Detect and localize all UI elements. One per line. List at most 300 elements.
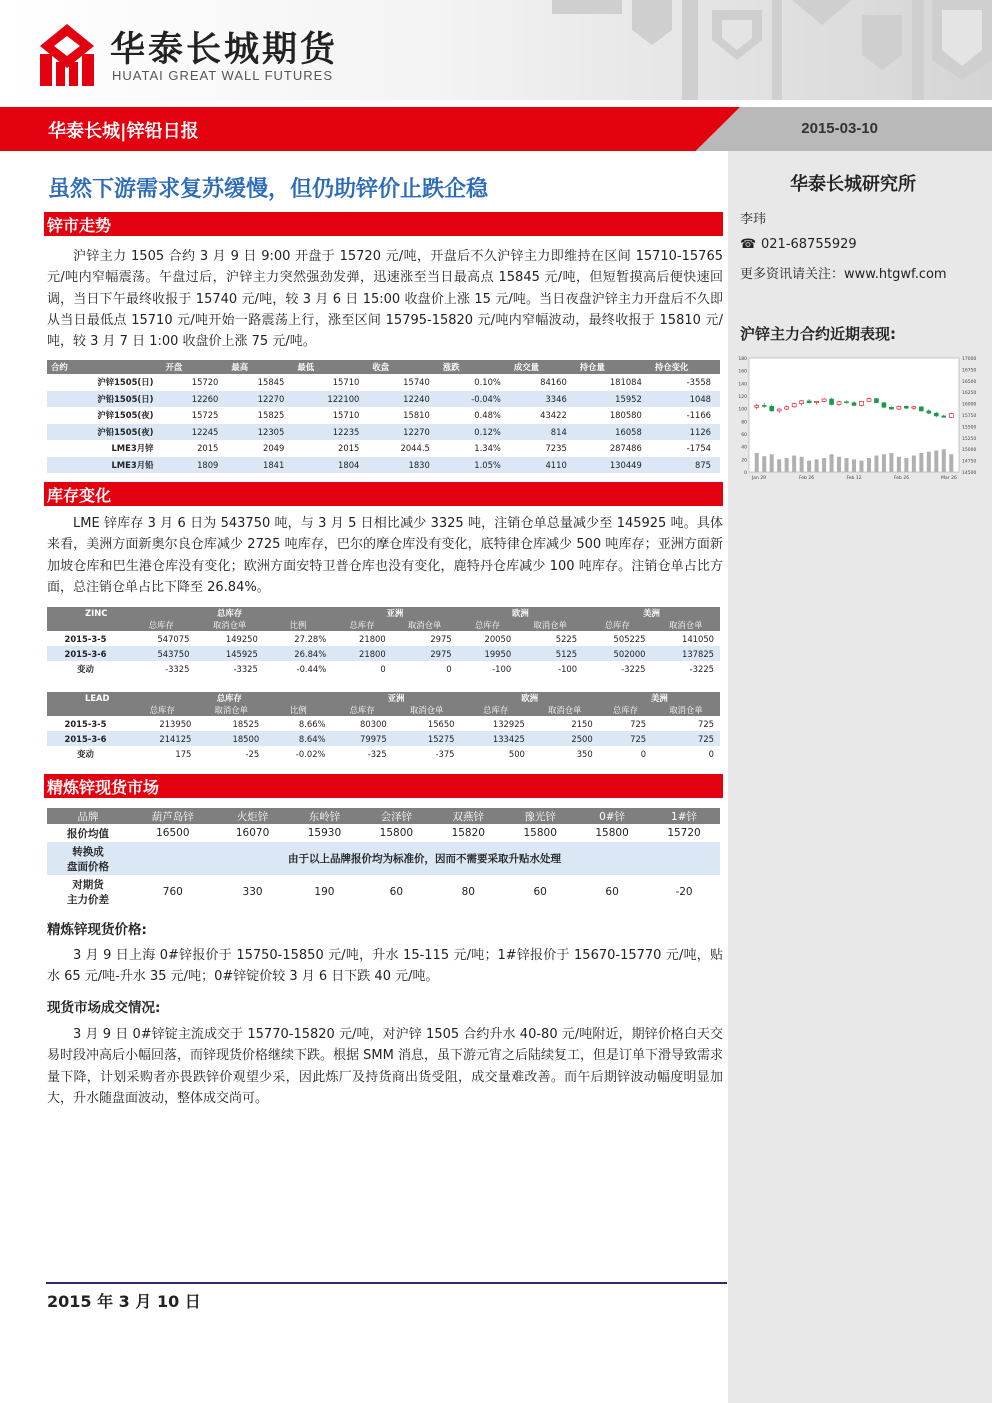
brand-name-cn: 华泰长城期货	[110, 30, 339, 70]
table-cell: 60	[389, 886, 404, 898]
table-header-cell: 总库存	[461, 704, 531, 716]
row-label: 沪铅1505(日)	[47, 391, 161, 408]
table-cell: 0.12%	[439, 424, 510, 441]
x-tick: Feb 26	[798, 476, 815, 481]
table-cell: 15740	[368, 374, 438, 391]
table-header-cell: 持仓量	[576, 360, 651, 374]
table-cell: 8.66%	[298, 718, 326, 729]
table-cell: 0	[708, 748, 714, 759]
y-right-tick: 14750	[962, 459, 977, 465]
table-row	[47, 746, 720, 761]
table-header-cell: 成交量	[510, 360, 576, 374]
group-header: 美洲	[599, 692, 720, 704]
lead-inventory-table	[47, 692, 720, 761]
table-header-cell: 涨跌	[439, 360, 510, 374]
table-cell: 12270	[368, 424, 438, 441]
candle-body	[845, 402, 849, 403]
table-cell: 18525	[232, 718, 260, 729]
table-header-cell: 收盘	[368, 360, 438, 374]
table-cell: 214125	[127, 731, 197, 746]
table-cell: 543750	[127, 646, 195, 661]
headline: 虽然下游需求复苏缓慢，但仍助锌价止跌企稳	[48, 177, 489, 202]
row-label: LME3月锌	[47, 440, 161, 457]
volume-bar	[942, 449, 946, 472]
table-header-cell: 取消仓单	[652, 704, 720, 716]
candle-body	[815, 401, 819, 402]
table-cell: 4110	[510, 457, 576, 474]
spot-diff-row	[47, 875, 720, 909]
table-cell: 814	[510, 424, 576, 441]
group-header: 亚洲	[332, 607, 457, 619]
phone-icon: ☎	[740, 237, 757, 252]
volume-bar	[785, 458, 789, 472]
table-cell: 12235	[293, 424, 368, 441]
table-cell: 12305	[227, 424, 293, 441]
report-title: 华泰长城|锌铅日报	[48, 121, 199, 142]
y-right-tick: 15500	[962, 425, 977, 431]
table-cell: 15930	[307, 827, 342, 839]
table-cell: -25	[245, 748, 260, 759]
table-cell: 16500	[156, 827, 190, 839]
y-left-tick: 160	[738, 369, 747, 375]
volume-bar	[882, 454, 886, 472]
page-header	[0, 0, 992, 100]
spot-avg-row	[47, 824, 720, 842]
y-right-tick: 17000	[962, 357, 977, 362]
inventory-paragraph	[47, 513, 723, 598]
table-header-cell: 开盘	[161, 360, 227, 374]
table-cell: 18500	[197, 731, 265, 746]
table-cell: 502000	[583, 646, 651, 661]
spot-price-table	[47, 808, 720, 909]
candle-body	[904, 406, 908, 408]
spot-price-paragraph	[47, 945, 723, 988]
volume-bar	[859, 461, 863, 472]
table-cell: 137825	[652, 646, 720, 661]
section-title: 库存变化	[47, 486, 112, 505]
row-label: 2015-3-5	[64, 633, 107, 644]
table-cell: 0	[380, 663, 386, 674]
candle-body	[830, 399, 834, 404]
volume-bar	[919, 453, 923, 472]
table-header-cell	[47, 619, 127, 631]
institute-name: 华泰长城研究所	[790, 174, 916, 195]
table-cell: -1754	[651, 440, 720, 457]
volume-bar	[837, 457, 841, 472]
table-cell: 15952	[576, 391, 651, 408]
table-header-cell: 总库存	[127, 619, 195, 631]
table-cell: 760	[162, 886, 183, 898]
table-cell: 16070	[235, 827, 270, 839]
table-cell: -100	[558, 663, 578, 674]
table-cell: 15825	[227, 407, 293, 424]
table-cell: 15800	[595, 827, 629, 839]
volume-bar	[755, 453, 759, 472]
table-cell: 1.05%	[439, 457, 510, 474]
y-left-tick: 80	[741, 420, 747, 426]
volume-bar	[792, 456, 796, 472]
volume-bar	[762, 456, 766, 472]
table-cell: 2975	[392, 646, 458, 661]
table-cell: 27.28%	[294, 633, 327, 644]
inv-group-header	[47, 607, 720, 619]
candle-body	[762, 405, 766, 406]
table-cell: 15710	[293, 407, 368, 424]
table-cell: 15710	[293, 374, 368, 391]
inv-sub-header	[47, 619, 720, 631]
market-table-header	[47, 360, 720, 374]
table-cell: 181084	[576, 374, 651, 391]
spot-market-heading: 现货市场成交情况:	[47, 1000, 161, 1016]
volume-bar	[912, 456, 916, 472]
spot-header-row	[47, 808, 720, 824]
table-cell: 15800	[523, 827, 557, 839]
table-cell: 149250	[225, 633, 258, 644]
table-cell: 26.84%	[264, 646, 332, 661]
y-right-tick: 16000	[962, 402, 977, 408]
table-cell: 60	[605, 886, 619, 898]
volume-bar	[845, 458, 849, 472]
table-header-cell: 最高	[227, 360, 293, 374]
row-label: 沪铅1505(夜)	[47, 424, 161, 441]
table-cell: 175	[175, 748, 192, 759]
row-label: 变动	[77, 748, 94, 759]
table-cell: 21800	[359, 633, 386, 644]
y-left-tick: 120	[738, 395, 747, 400]
candle-body	[949, 414, 953, 418]
table-header-cell: 合约	[47, 360, 161, 374]
table-cell: 8.64%	[265, 731, 331, 746]
inventory-text: LME 锌库存 3 月 6 日为 543750 吨，与 3 月 5 日相比减少 3325 吨，注销仓单总量减少至 145925 吨。具体来看，美洲方面新奥尔良仓库减少 2725 吨库存，巴尔的摩仓库没有变化，底特律仓库减少 500 吨库存；亚洲方面新加坡仓库和巴生港仓库没有变化；欧洲方面安特卫普仓库也没有变化，鹿特丹仓库减少 100 吨库存。注销仓单占比方面，总注销仓单占比下降至 26.84%。	[47, 516, 723, 595]
y-left-tick: 0	[744, 471, 747, 476]
table-cell: 2500	[531, 731, 599, 746]
y-right-tick: 15750	[962, 414, 977, 419]
candle-body	[822, 399, 826, 401]
table-header-cell: 取消仓单	[195, 619, 263, 631]
volume-bar	[770, 454, 774, 472]
phone-number: 021-68755929	[761, 237, 857, 252]
table-cell: 2015	[293, 440, 368, 457]
table-cell: -375	[435, 748, 455, 759]
y-left-tick: 60	[741, 433, 747, 438]
footer-divider	[46, 1282, 727, 1284]
candlestick-chart	[733, 352, 988, 484]
table-cell: -20	[675, 886, 693, 898]
trend-paragraph	[47, 246, 723, 352]
table-cell: 15725	[161, 407, 227, 424]
table-header-cell: 总库存	[583, 619, 651, 631]
candle-body	[837, 402, 841, 405]
table-cell: 350	[576, 748, 593, 759]
table-row	[47, 407, 720, 424]
row-label: 沪锌1505(日)	[47, 374, 161, 391]
table-header-cell: 双燕锌	[432, 808, 504, 824]
row-label	[47, 875, 129, 909]
table-header-cell: 品牌	[47, 808, 129, 824]
group-header: 美洲	[583, 607, 720, 619]
volume-bar	[904, 458, 908, 472]
candle-body	[889, 407, 893, 409]
y-right-tick: 16750	[962, 368, 977, 374]
table-row	[47, 424, 720, 441]
table-header-cell: 比例	[264, 619, 332, 631]
row-label: 沪锌1505(夜)	[47, 407, 161, 424]
table-cell: 5225	[555, 633, 578, 644]
volume-bar	[852, 459, 856, 472]
y-right-tick: 16250	[962, 391, 977, 397]
inv-sub-header	[47, 704, 720, 716]
volume-bar	[934, 450, 938, 472]
spot-market-text: 3 月 9 日 0#锌锭主流成交于 15770-15820 元/吨，对沪锌 1505 合约升水 40-80 元/吨附近，期锌价格白天交易时段冲高后小幅回落，而锌现货价格继续下跌。根据 SMM 消息，虽下游元宵之后陆续复工，但是订单下滑导致需求量下降，计划采购者亦畏跌锌价观望少采，因此炼厂及持货商出货受阻，成交量难改善。而午后期锌波动幅度明显加大，升水随盘面波动，整体成交尚可。	[47, 1027, 723, 1106]
volume-bar	[822, 458, 826, 472]
table-cell: 43422	[510, 407, 576, 424]
candle-body	[859, 401, 863, 405]
chart-title: 沪锌主力合约近期表现:	[740, 325, 896, 343]
candle-body	[800, 401, 804, 404]
table-cell: 2975	[430, 633, 452, 644]
table-cell: 79975	[332, 731, 393, 746]
y-left-tick: 180	[738, 357, 747, 362]
row-label: 2015-3-6	[47, 731, 127, 746]
table-header-cell: 取消仓单	[517, 619, 583, 631]
table-cell: 21800	[332, 646, 392, 661]
table-header-cell: 取消仓单	[652, 619, 720, 631]
table-row	[47, 374, 720, 391]
table-cell: -0.02%	[295, 748, 326, 759]
table-cell: 15275	[393, 731, 461, 746]
section-spot	[44, 774, 723, 798]
row-label: 报价均值	[67, 827, 109, 840]
table-cell: -3325	[165, 663, 190, 674]
table-header-cell: 取消仓单	[393, 704, 461, 716]
huatai-logo	[40, 24, 94, 86]
table-cell: 145925	[195, 646, 263, 661]
table-cell: 330	[242, 886, 263, 898]
table-cell: 15800	[379, 827, 414, 839]
table-cell: 1830	[368, 457, 438, 474]
market-table	[47, 360, 720, 474]
y-left-tick: 100	[738, 407, 747, 413]
table-cell: 725	[698, 718, 714, 729]
table-cell: 505225	[613, 633, 646, 644]
metal-name: ZINC	[47, 607, 127, 619]
title-band	[0, 107, 992, 151]
table-header-cell: 会泽锌	[360, 808, 432, 824]
table-cell: 1126	[651, 424, 720, 441]
table-cell: 122100	[293, 391, 368, 408]
table-header-cell: 东岭锌	[289, 808, 361, 824]
table-cell: 15810	[368, 407, 438, 424]
table-cell: 15720	[667, 827, 701, 839]
volume-bar	[830, 454, 834, 472]
row-label-line: 对期货	[72, 879, 104, 891]
table-header-cell: 豫光锌	[504, 808, 576, 824]
table-cell: -3225	[689, 663, 714, 674]
table-cell: 2049	[227, 440, 293, 457]
y-left-tick: 20	[741, 458, 747, 464]
table-cell: 725	[599, 731, 652, 746]
table-row	[47, 457, 720, 474]
y-left-tick: 140	[738, 382, 747, 388]
y-right-tick: 14500	[962, 471, 977, 476]
brand-name-en: HUATAI GREAT WALL FUTURES	[112, 68, 333, 83]
candle-body	[852, 403, 856, 406]
table-cell: 180580	[576, 407, 651, 424]
table-row	[47, 731, 720, 746]
table-cell: 2015	[161, 440, 227, 457]
section-zinc-trend	[44, 212, 723, 236]
table-row	[47, 631, 720, 646]
table-header-cell: 1#锌	[648, 808, 720, 824]
table-cell: -3325	[233, 663, 258, 674]
group-header: 总库存	[127, 692, 332, 704]
candle-body	[807, 401, 811, 403]
table-header-cell: 葫芦岛锌	[129, 808, 217, 824]
table-cell: 12245	[161, 424, 227, 441]
candle-body	[934, 413, 938, 416]
table-cell: 12260	[161, 391, 227, 408]
table-cell: -325	[367, 748, 387, 759]
row-label: 2015-3-6	[47, 646, 127, 661]
y-left-tick: 40	[741, 445, 747, 451]
spot-conv-row	[47, 842, 720, 875]
table-cell: 1809	[161, 457, 227, 474]
table-header-cell: 取消仓单	[197, 704, 265, 716]
candle-body	[882, 403, 886, 408]
volume-bar	[777, 459, 781, 472]
table-header-cell: 比例	[265, 704, 331, 716]
candle-body	[897, 406, 901, 409]
table-cell: -1166	[651, 407, 720, 424]
candle-body	[942, 416, 946, 417]
table-header-cell: 取消仓单	[392, 619, 458, 631]
y-right-tick: 15250	[962, 436, 977, 442]
table-cell: 12270	[227, 391, 293, 408]
group-header: 欧洲	[458, 607, 583, 619]
table-row	[47, 391, 720, 408]
more-info: 更多资讯请关注：www.htgwf.com	[740, 267, 947, 282]
section-title: 锌市走势	[47, 216, 112, 235]
trend-text: 沪锌主力 1505 合约 3 月 9 日 9:00 开盘于 15720 元/吨，开盘后不久沪锌主力即维持在区间 15710-15765 元/吨内窄幅震荡。午盘过后，沪锌主力突然强劲发弹，迅速涨至当日最高点 15845 元/吨，但短暂摸高后便快速回调，当日下午最终收报于 15740 元/吨，较 3 月 6 日 15:00 收盘价上涨 15 元/吨。当日夜盘沪锌主力开盘后不久即从当日最低点 15710 元/吨开始一路震荡上行，涨至区间 15795-15820 元/吨内窄幅波动，最终收报于 15810 元/吨，较 3 月 7 日 1:00 收盘价上涨 75 元/吨。	[47, 249, 723, 350]
candle-body	[777, 409, 781, 411]
zinc-inventory-table	[47, 607, 720, 676]
table-cell: 133425	[461, 731, 531, 746]
row-label-line: 转换成	[72, 845, 104, 858]
row-label: LME3月铅	[47, 457, 161, 474]
table-row	[47, 716, 720, 731]
section-title: 精炼锌现货市场	[47, 778, 160, 797]
table-cell: -3558	[651, 374, 720, 391]
table-cell: 12240	[368, 391, 438, 408]
table-cell: 7235	[510, 440, 576, 457]
y-right-tick: 15000	[962, 448, 977, 454]
table-cell: 80300	[360, 718, 387, 729]
table-cell: 3346	[510, 391, 576, 408]
table-cell: 15820	[451, 827, 485, 839]
candle-body	[919, 407, 923, 411]
row-label-line: 主力价差	[67, 894, 109, 906]
table-cell: -3225	[621, 663, 646, 674]
table-cell: 287486	[576, 440, 651, 457]
table-cell: 190	[314, 886, 335, 898]
table-cell: 1841	[227, 457, 293, 474]
candle-body	[770, 406, 774, 411]
table-header-cell	[47, 704, 127, 716]
conv-note: 由于以上品牌报价均为标准价，因而不需要采取升贴水处理	[129, 842, 720, 875]
section-inventory	[44, 482, 723, 506]
table-cell: 16058	[576, 424, 651, 441]
candle-body	[927, 411, 931, 413]
table-header-cell: 持仓变化	[651, 360, 720, 374]
candle-body	[785, 407, 789, 409]
table-cell: 0	[446, 663, 452, 674]
volume-bar	[800, 457, 804, 472]
table-cell: 132925	[492, 718, 525, 729]
inv-group-header	[47, 692, 720, 704]
table-cell: 875	[651, 457, 720, 474]
volume-bar	[867, 458, 871, 472]
table-cell: 60	[533, 886, 547, 898]
spot-price-text: 3 月 9 日上海 0#锌报价于 15750-15850 元/吨，升水 15-115 元/吨；1#锌报价于 15670-15770 元/吨，贴水 65 元/吨-升水 35 元/吨；0#锌锭价较 3 月 6 日下跌 40 元/吨。	[47, 948, 723, 985]
header-decoration	[532, 0, 992, 100]
candle-body	[867, 399, 871, 402]
volume-bar	[815, 459, 819, 472]
table-cell: 19950	[458, 646, 518, 661]
x-tick: Mar 26	[941, 476, 957, 481]
table-header-cell: 取消仓单	[531, 704, 599, 716]
table-row	[47, 440, 720, 457]
spot-price-heading: 精炼锌现货价格:	[47, 922, 147, 938]
group-header: 欧洲	[461, 692, 599, 704]
table-cell: 2044.5	[368, 440, 438, 457]
report-date: 2015-03-10	[801, 120, 878, 137]
table-header-cell: 总库存	[599, 704, 652, 716]
table-header-cell: 总库存	[332, 619, 392, 631]
table-cell: 0.10%	[439, 374, 510, 391]
table-cell: 500	[508, 748, 525, 759]
table-cell: 547075	[157, 633, 190, 644]
x-tick: Feb 12	[846, 476, 862, 481]
table-cell: 15720	[161, 374, 227, 391]
table-header-cell: 火炬锌	[217, 808, 289, 824]
footer-date: 2015 年 3 月 10 日	[47, 1292, 201, 1311]
table-cell: 1804	[293, 457, 368, 474]
spot-market-paragraph	[47, 1024, 723, 1109]
y-right-tick: 16500	[962, 379, 977, 385]
table-cell: 15845	[227, 374, 293, 391]
table-cell: -100	[492, 663, 512, 674]
table-cell: 141050	[682, 633, 714, 644]
table-header-cell: 总库存	[127, 704, 197, 716]
group-header: 总库存	[127, 607, 332, 619]
table-cell: 15650	[427, 718, 455, 729]
row-label: 2015-3-5	[64, 718, 107, 729]
candle-body	[792, 404, 796, 407]
contact-phone	[740, 237, 857, 252]
table-cell: 213950	[159, 718, 192, 729]
row-label-line: 盘面价格	[67, 860, 109, 873]
table-cell: 80	[461, 886, 475, 898]
x-tick: Jan 29	[751, 476, 767, 481]
volume-bar	[874, 456, 878, 472]
table-row	[47, 661, 720, 676]
volume-bar	[897, 457, 901, 472]
x-tick: Feb 26	[893, 476, 910, 481]
analyst-name: 李玮	[740, 212, 767, 227]
table-cell: 0.48%	[439, 407, 510, 424]
metal-name: LEAD	[47, 692, 127, 704]
candle-body	[912, 407, 916, 408]
